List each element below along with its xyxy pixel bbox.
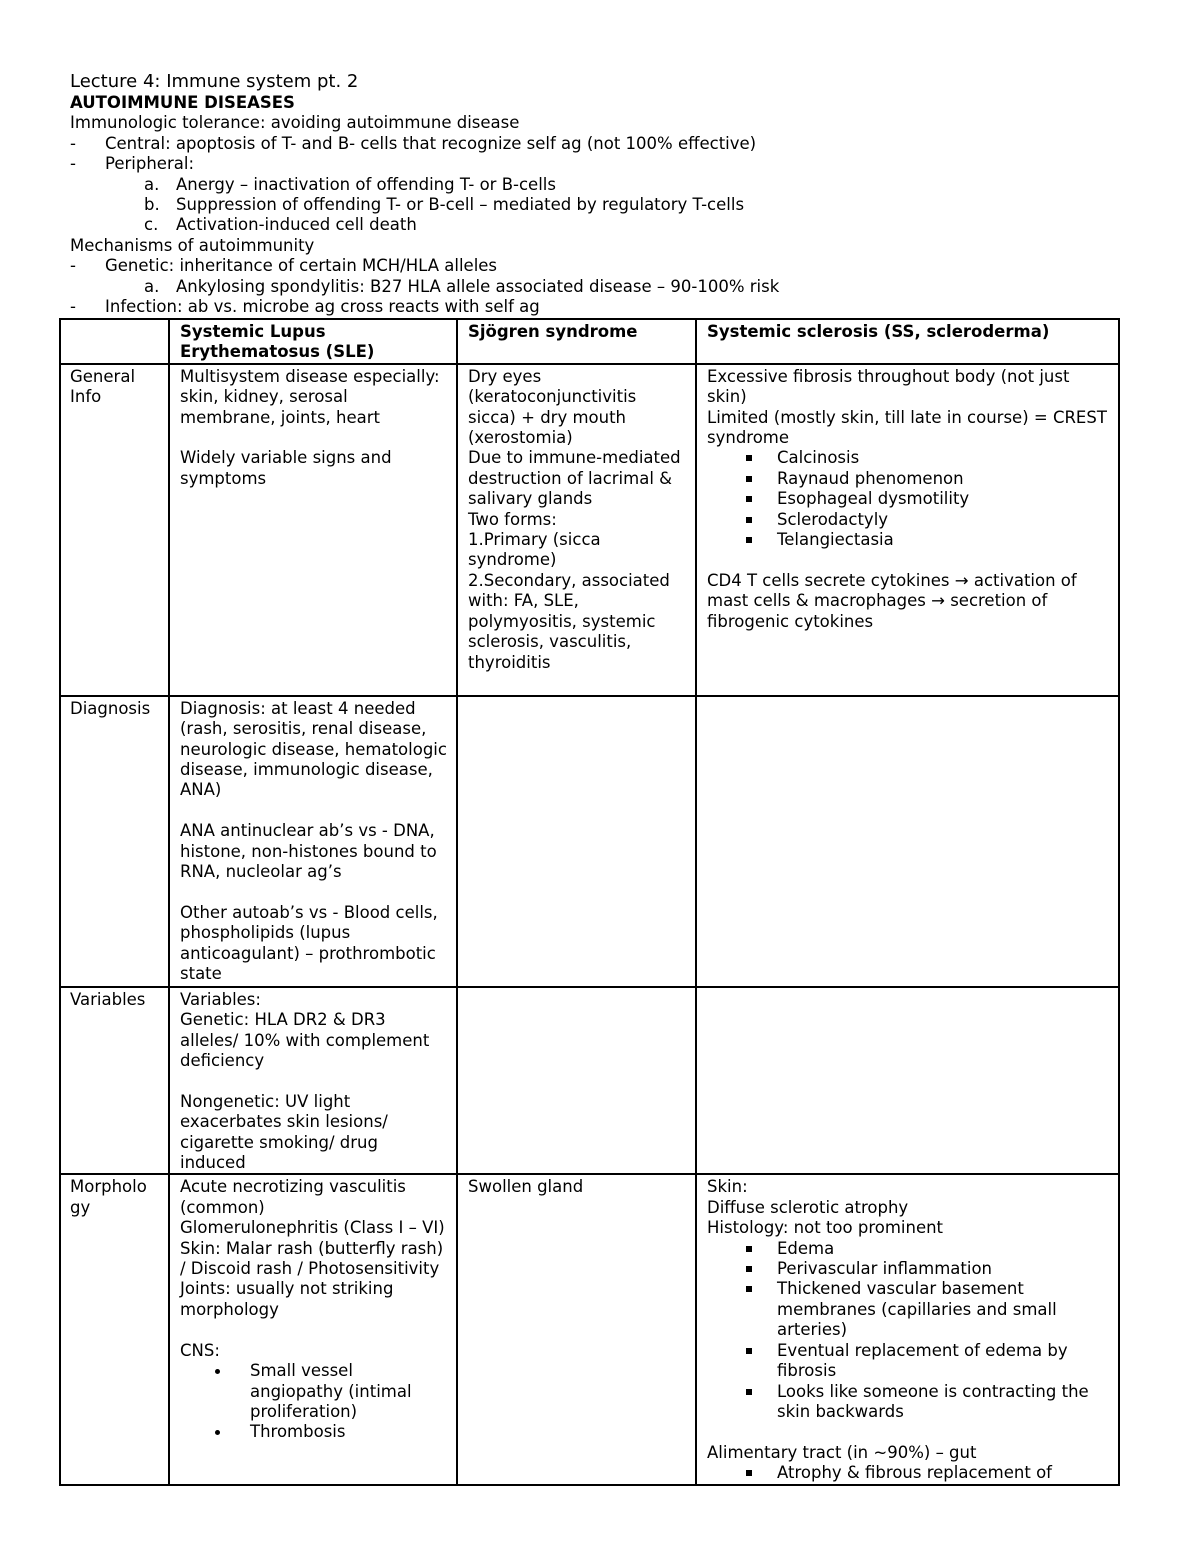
cell-sle-morphology: Acute necrotizing vasculitis (common) Glomerulonephritis (Class I – VI) Skin: Malar rash (butterfly rash) / Discoid rash / Photosensitivity Joints: usually not striking morphology CNS: Small vessel angiopathy (intimal proliferation) Thrombosis: [169, 1174, 457, 1484]
header-sjogren: Sjögren syndrome: [457, 319, 696, 364]
cell-sjogren-diagnosis: [457, 696, 696, 987]
header-systemic-sclerosis: Systemic sclerosis (SS, scleroderma): [696, 319, 1119, 364]
list-item: Eventual replacement of edema by fibrosis: [777, 1341, 1110, 1382]
crest-list: [707, 448, 1110, 550]
table-row: [60, 696, 1119, 987]
list-item: Perivascular inflammation: [777, 1259, 1110, 1279]
list-item: Sclerodactyly: [777, 510, 1110, 530]
cell-sjogren-variables: [457, 987, 696, 1175]
genetic-mechanism: - Genetic: inheritance of certain MCH/HLA alleles: [70, 256, 1130, 276]
list-item: Esophageal dysmotility: [777, 489, 1110, 509]
histology-list: [707, 1239, 1110, 1423]
cell-sjogren-general: Dry eyes (keratoconjunctivitis sicca) + dry mouth (xerostomia) Due to immune-mediated destruction of lacrimal & salivary glands Two forms: 1.Primary (sicca syndrome) 2.Secondary, associated with: FA, SLE, polymyositis, systemic sclerosis, vasculitis, thyroiditis: [457, 364, 696, 696]
cell-ss-general: Excessive fibrosis throughout body (not just skin) Limited (mostly skin, till late in course) = CREST syndrome Calcinosis Raynaud phenomenon Esophageal dysmotility Sclerodactyly Telangiectasia CD4 T cells secrete cytokines → activation of mast cells & macrophages → secretion of fibrogenic cytokines: [696, 364, 1119, 696]
list-item: Thickened vascular basement membranes (capillaries and small arteries): [777, 1279, 1110, 1340]
cell-sle-diagnosis: Diagnosis: at least 4 needed (rash, serositis, renal disease, neurologic disease, hematologic disease, immunologic disease, ANA) ANA antinuclear ab’s vs - DNA, histone, non-histones bound to RNA, nucleolar ag’s Other autoab’s vs - Blood cells, phospholipids (lupus anticoagulant) – prothrombotic state: [169, 696, 457, 987]
row-label-variables: Variables: [60, 987, 169, 1175]
row-label-morphology: Morpholo gy: [60, 1174, 169, 1484]
table-row: [60, 987, 1119, 1175]
peripheral-item: b. Suppression of offending T- or B-cell – mediated by regulatory T-cells: [144, 195, 745, 215]
list-item: Raynaud phenomenon: [777, 469, 1110, 489]
genetic-item: a. Ankylosing spondylitis: B27 HLA allele associated disease – 90-100% risk: [144, 276, 780, 296]
list-item: Thrombosis: [250, 1422, 448, 1442]
tolerance-intro: Immunologic tolerance: avoiding autoimmune disease: [70, 113, 520, 133]
infection-mechanism: - Infection: ab vs. microbe ag cross reacts with self ag: [70, 297, 1130, 317]
header-sle: Systemic Lupus Erythematosus (SLE): [169, 319, 457, 364]
document-title: Lecture 4: Immune system pt. 2: [70, 71, 359, 92]
table-header-row: [60, 319, 1119, 364]
mechanisms-heading: Mechanisms of autoimmunity: [70, 235, 315, 255]
cell-ss-diagnosis: [696, 696, 1119, 987]
cell-ss-variables: [696, 987, 1119, 1175]
list-item: Small vessel angiopathy (intimal proliferation): [250, 1361, 448, 1422]
gut-list: [707, 1463, 1110, 1483]
section-heading: AUTOIMMUNE DISEASES: [70, 93, 295, 112]
list-item: Telangiectasia: [777, 530, 1110, 550]
row-label-diagnosis: Diagnosis: [60, 696, 169, 987]
list-item: Calcinosis: [777, 448, 1110, 468]
list-item: Atrophy & fibrous replacement of: [777, 1463, 1110, 1483]
document-header: [70, 71, 1130, 317]
cell-ss-morphology: Skin: Diffuse sclerotic atrophy Histology: not too prominent Edema Perivascular inflammation Thickened vascular basement membranes (capillaries and small arteries) Eventual replacement of edema by fibrosis Looks like someone is contracting the skin backwards Alimentary tract (in ~90%) – gut Atrophy & fibrous replacement of: [696, 1174, 1119, 1484]
row-label-general-info: General Info: [60, 364, 169, 696]
peripheral-item: a. Anergy – inactivation of offending T- or B-cells: [144, 174, 556, 194]
table-row: [60, 364, 1119, 696]
peripheral-tolerance: - Peripheral:: [70, 154, 1130, 174]
list-item: Edema: [777, 1239, 1110, 1259]
central-tolerance: - Central: apoptosis of T- and B- cells that recognize self ag (not 100% effective): [70, 134, 1130, 154]
cns-list: [180, 1361, 448, 1443]
disease-comparison-table: [59, 318, 1120, 1486]
list-item: Looks like someone is contracting the skin backwards: [777, 1382, 1110, 1423]
table-row: [60, 1174, 1119, 1484]
peripheral-item: c. Activation-induced cell death: [144, 215, 417, 235]
header-cell-empty: [60, 319, 169, 364]
cell-sle-general: Multisystem disease especially: skin, kidney, serosal membrane, joints, heart Widely variable signs and symptoms: [169, 364, 457, 696]
cell-sjogren-morphology: Swollen gland: [457, 1174, 696, 1484]
cell-sle-variables: Variables: Genetic: HLA DR2 & DR3 alleles/ 10% with complement deficiency Nongenetic: UV light exacerbates skin lesions/ cigarette smoking/ drug induced: [169, 987, 457, 1175]
